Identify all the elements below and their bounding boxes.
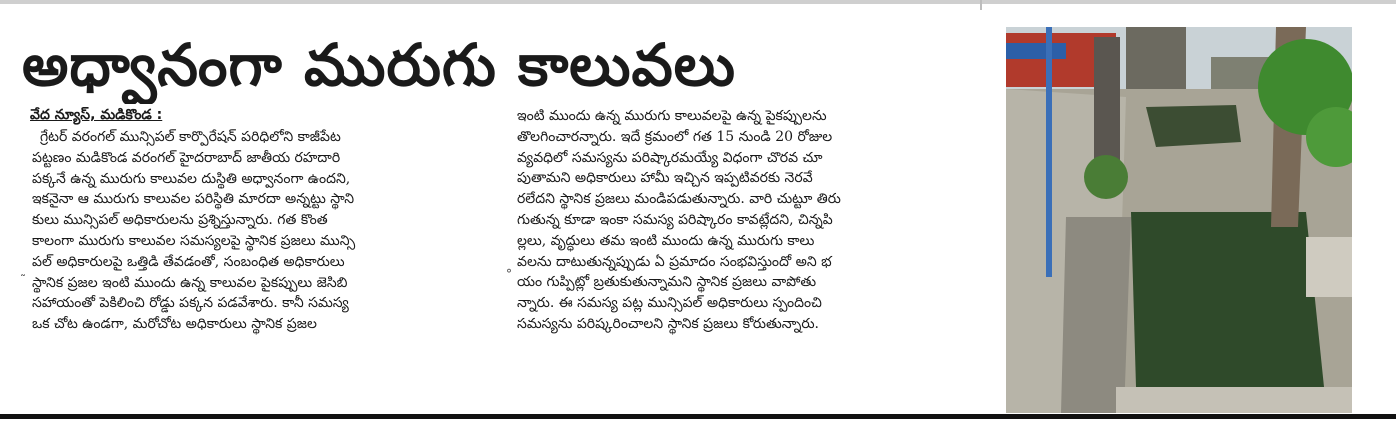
- byline: వేద న్యూస్, మడికొండ :: [30, 107, 163, 123]
- column-divider-tick: [980, 0, 982, 10]
- photo-rubble: [1061, 217, 1131, 413]
- photo-shop: [1126, 27, 1186, 97]
- article-line: న్నారు. ఈ సమస్య పట్ల మున్సిపల్ అధికారులు స్పందించి: [517, 295, 822, 312]
- article-line: గ్రేటర్ వరంగల్ మున్సిపల్ కార్పొరేషన్ పరిధిలోని కాజీపేట: [40, 129, 341, 145]
- article-line: పల్ అధికారులపై ఒత్తిడి తేవడంతో, సంబంధిత అధికారులు: [32, 253, 345, 270]
- article-line: వలను దాటుతున్నప్పుడు ఏ ప్రమాదం సంభవిస్తుందో అని భ: [517, 253, 832, 270]
- article-line: తొలగించారన్నారు. ఇదే క్రమంలో గత 15 నుండి 20 రోజుల: [517, 128, 833, 145]
- headline: అధ్వానంగా మురుగు కాలువలు: [22, 31, 736, 99]
- photo-drain-far: [1146, 105, 1241, 147]
- article-line: వ్యవధిలో సమస్యను పరిష్కారమయ్యే విధంగా చొరవ చూ: [517, 149, 823, 166]
- article-line: ఒక చోట ఉండగా, మరోచోట అధికారులు స్థానిక ప్రజల: [32, 316, 317, 333]
- photo-slab: [1306, 237, 1352, 297]
- article-column-right: [517, 106, 979, 335]
- article-line: సహాయంతో పెకిలించి రోడ్డు పక్కన పడవేశారు. కానీ సమస్య: [32, 295, 349, 312]
- photo-signpost: [1094, 37, 1120, 167]
- article-line: సమస్యను పరిష్కరించాలని స్థానిక ప్రజలు కోరుతున్నారు.: [517, 315, 819, 332]
- article-line: ల్లలు, వృద్ధులు తమ ఇంటి ముందు ఉన్న మురుగు కాలు: [517, 232, 815, 249]
- bottom-rule: [0, 414, 1396, 419]
- article-line: స్థానిక ప్రజల ఇంటి ముందు ఉన్న కాలువల పైకప్పులు జెసిబి: [32, 274, 348, 291]
- article-line: ఇంటి ముందు ఉన్న మురుగు కాలువలపై ఉన్న పైకప్పులను: [517, 108, 827, 124]
- article-line: పట్టణం మడికొండ వరంగల్ హైదరాబాద్ జాతీయ రహదారి: [32, 149, 341, 166]
- margin-mark-left: ˜: [20, 273, 26, 287]
- photo-curb: [1116, 387, 1352, 413]
- article-line: రలేదని స్థానిక ప్రజలు మండిపడుతున్నారు. వారి చుట్టూ తిరు: [517, 191, 841, 208]
- photo-truck-panel: [1006, 43, 1066, 59]
- margin-mark-right: °: [506, 267, 512, 281]
- photo-pole: [1046, 27, 1052, 277]
- article-line: ఇకనైనా ఆ మురుగు కాలువల పరిస్థితి మారదా అన్నట్టు స్థాని: [32, 191, 355, 208]
- top-rule: [0, 0, 1396, 4]
- news-photo: [1006, 27, 1352, 413]
- photo-shrub: [1084, 155, 1128, 199]
- article-line: గుతున్న కూడా ఇంకా సమస్య పరిష్కారం కావట్లేదని, చిన్నపి: [517, 211, 833, 228]
- drain-photo-illustration: [1006, 27, 1352, 413]
- article-line: పుతామని అధికారులు హామీ ఇచ్చిన ఇప్పటివరకు నెరవే: [517, 170, 813, 187]
- photo-drain-water: [1131, 212, 1324, 387]
- article-line: పక్కనే ఉన్న మురుగు కాలువల దుస్థితి అధ్వానంగా ఉందని,: [32, 170, 351, 187]
- article-line: కాలంగా మురుగు కాలువల సమస్యలపై స్థానిక ప్రజలు మున్సి: [32, 232, 356, 249]
- article-line: యం గుప్పిట్లో బ్రతుకుతున్నామని స్థానిక ప్రజలు వాపోతు: [517, 274, 817, 291]
- article-line: కులు మున్సిపల్ అధికారులను ప్రశ్నిస్తున్నారు. గత కొంత: [32, 212, 328, 229]
- article-column-left: [32, 127, 502, 335]
